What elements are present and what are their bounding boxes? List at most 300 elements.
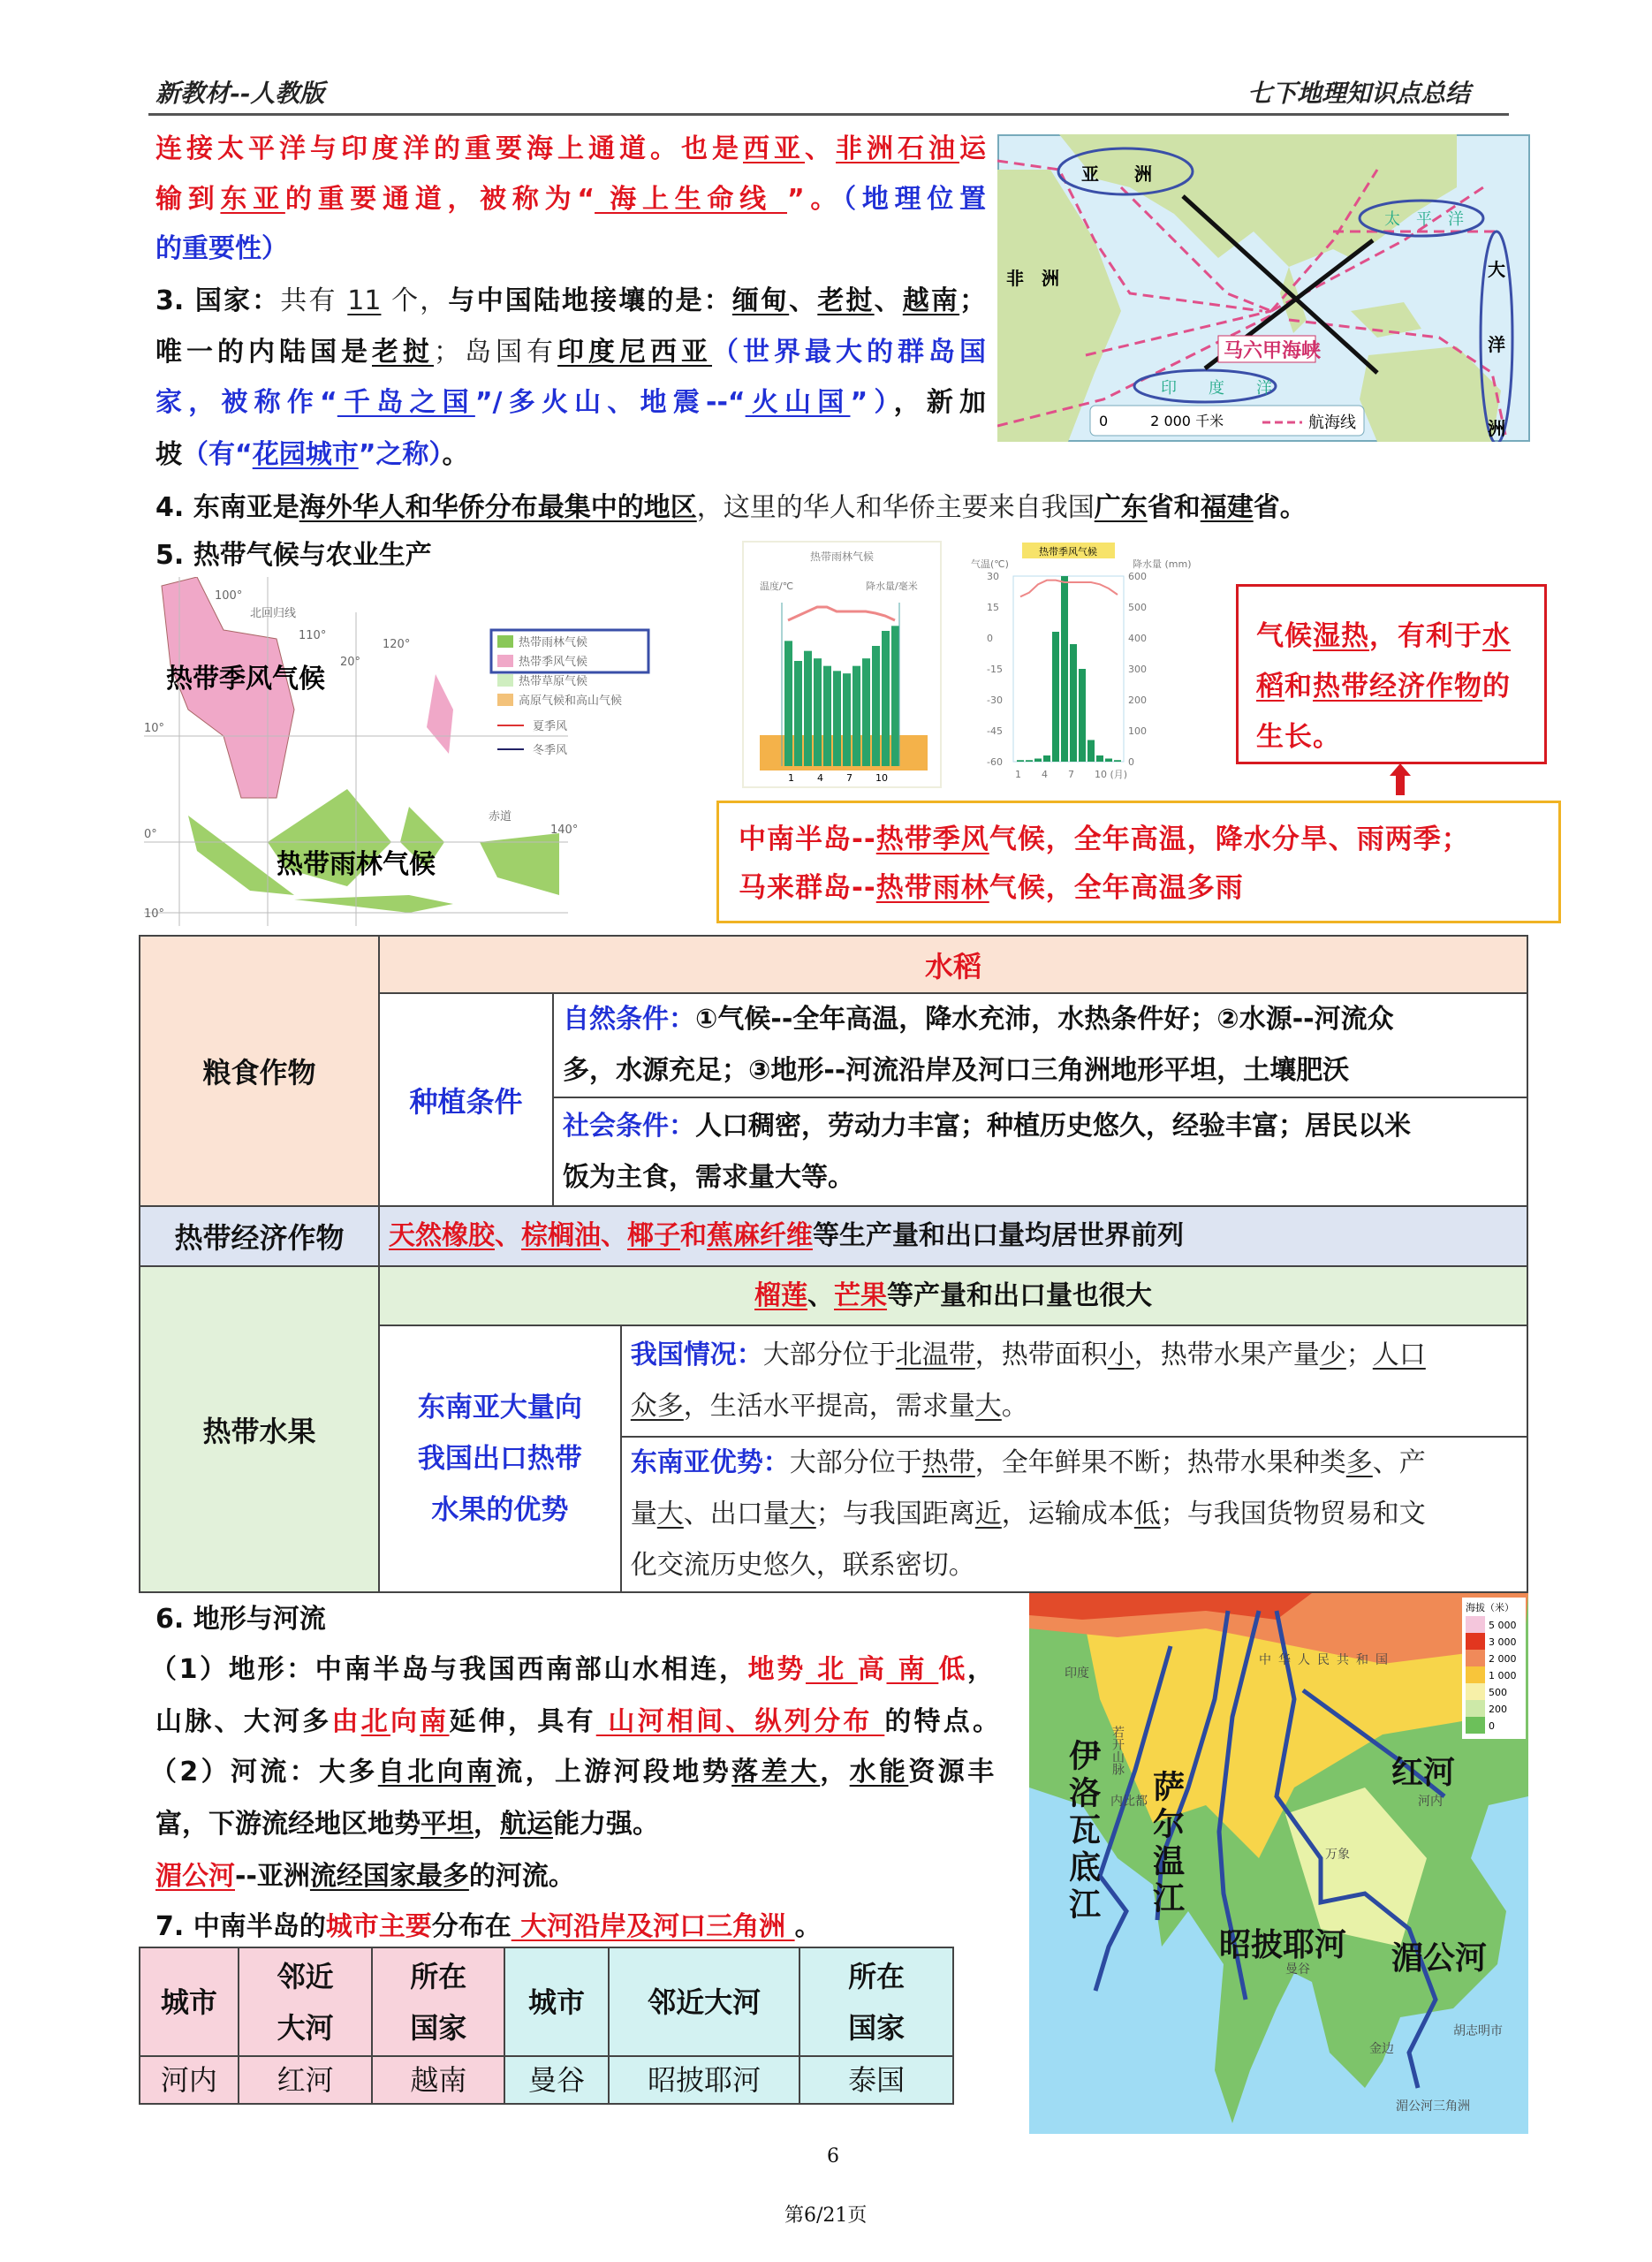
china-line [631,1381,1518,1432]
sea-segment: ，全年鲜果不断；热带水果种类 [974,1447,1346,1478]
chart1-xtick: 4 [817,772,823,784]
red-box-segment: 水 [1482,620,1511,652]
legend-swatch [1466,1666,1485,1683]
intro-line [155,536,432,575]
chart2-ytick-left: 0 [987,633,993,644]
yellow-box-line [739,816,1539,864]
intro-segment: 输到 [155,184,221,215]
section6-segment: 分布在 [431,1911,512,1942]
intro-segment: 唯一的内陆国是 [155,337,372,368]
label-oceania-3: 洲 [1488,418,1505,439]
cash-segment: 蕉麻纤维 [707,1220,813,1251]
label-malacca: 马六甲海峡 [1224,340,1322,362]
advantage-line: 东南亚大量向 [417,1392,582,1423]
natural-conditions [553,993,1527,1097]
section6-line [150,1753,994,1792]
grain-crop-label: 粮食作物 [140,936,379,1206]
section6-segment: 由 [331,1706,361,1737]
yellow-box-segment: 中南半岛-- [739,824,876,855]
intro-line [155,383,986,422]
lat-10s: 10° [144,907,165,921]
river-irrawaddy: 伊洛瓦底江 [1064,1739,1101,1924]
intro-segment: 广东 [1094,492,1148,523]
yellow-box-segment: 气候，全年高温，降水分旱、雨两季； [989,824,1470,855]
intro-line [155,282,986,321]
intro-segment: 。 [442,439,469,470]
intro-line [155,436,468,474]
advantage-line: 水果的优势 [431,1494,569,1526]
china-segment: 少 [1319,1340,1346,1370]
red-box-segment: 生长。 [1256,721,1341,753]
chart2-xtick: 4 [1042,769,1048,780]
chart1-xtick: 1 [788,772,794,784]
intro-segment: （有“ [182,439,253,470]
red-box-segment: 的 [1482,671,1511,702]
place-bangkok: 曼谷 [1285,1962,1310,1977]
arrow-head-icon [1390,763,1411,776]
chart2-ylabel-right: 降水量 (mm) [1133,558,1192,570]
intro-segment: 海上生命线 [595,184,787,215]
legend-swatch [1466,1717,1485,1734]
china-situation [621,1325,1527,1437]
precip-bar [823,666,831,766]
yellow-box-line [739,864,1539,913]
section6-segment: 落差大 [731,1757,821,1788]
cash-segment: 天然橡胶 [389,1220,495,1251]
monsoon-climate-chart [969,541,1212,788]
chart1-xtick: 7 [846,772,853,784]
chart2-ytick-left: -45 [987,725,1003,737]
intro-segment: 与中国陆地接壤的是： [448,285,732,316]
intro-segment: ”/多火山、地震--“ [474,387,746,418]
section6-segment: 能力强。 [553,1809,659,1840]
section6-line [155,1908,822,1947]
fruit-head-segment: 榴莲 [754,1279,807,1311]
precip-bar [1026,760,1033,762]
label-oceania-1: 大 [1488,259,1505,280]
equator-label: 赤道 [489,810,512,824]
social-conditions [553,1097,1527,1206]
sea-segment: 、产 [1372,1447,1426,1478]
sea-line [631,1438,1518,1489]
intro-segment: ”之称） [358,439,443,470]
china-line [631,1330,1518,1381]
legend-value: 3 000 [1489,1636,1517,1648]
chart2-ytick-right: 500 [1128,602,1147,613]
legend-value: 2 000 [1489,1653,1517,1665]
intro-segment: 西亚 [743,133,805,164]
china-segment: ； [1345,1340,1373,1370]
place-vientiane: 万象 [1325,1848,1350,1862]
chart1-ylabel-right: 降水量/毫米 [866,581,918,592]
intro-segment: （地理位置 [843,184,987,215]
natural-line [563,994,1518,1045]
section6-segment: 资源丰 [908,1757,995,1788]
legend-monsoon: 热带季风气候 [519,656,588,669]
legend-highland: 高原气候和高山气候 [519,695,623,708]
city-table-header-text: 所在国家 [410,1959,467,2045]
intro-segment: 火山国 [745,387,851,418]
city-table-header: 城市 [140,1947,239,2056]
malacca-strait-map [997,134,1530,442]
city-table-header [372,1947,504,2056]
social-segment: 人口稠密，劳动力丰富；种植历史悠久，经验丰富；居民以米 [695,1110,1411,1142]
intro-segment: 共有 [280,285,348,316]
southeast-asia-climate-map [144,577,652,926]
cash-segment: 、 [495,1220,521,1251]
river-chao-phraya: 昭披耶河 [1219,1927,1347,1963]
intro-segment: 千岛之国 [337,387,475,418]
city-table-cell: 泰国 [799,2056,953,2104]
chart2-ytick-right: 200 [1128,695,1147,706]
climate-summary-box [716,801,1561,923]
intro-segment: 4. 东南亚是 [155,492,299,523]
section6-segment: 7. 中南半岛的 [155,1911,326,1942]
legend-value: 500 [1489,1687,1507,1698]
red-box-line [1256,662,1527,712]
city-table-header [239,1947,373,2056]
rainforest-climate-chart [742,541,942,788]
intro-segment: ； [959,285,987,316]
legend-swatch [1466,1683,1485,1700]
natural-segment: 自然条件： [563,1004,695,1035]
sea-segment: 多 [1345,1447,1373,1478]
river-mekong: 湄公河 [1391,1940,1488,1977]
page-indicator: 第6/21页 [784,2205,868,2227]
section6-segment: 低 [938,1654,967,1685]
river-salween: 萨尔温江 [1148,1770,1185,1918]
yellow-box-segment: 热带季风 [875,824,989,855]
section6-segment: 水能 [849,1757,909,1788]
section6-segment: （1）地形：中南半岛与我国西南部山水相连， [150,1654,748,1685]
red-box-segment: 和 [1284,671,1313,702]
intro-segment: 老挝 [372,337,434,368]
label-pacific: 太 平 洋 [1384,210,1464,229]
precip-bar [872,646,880,766]
place-hcmc: 胡志明市 [1453,2024,1503,2038]
city-table-cell: 曼谷 [504,2056,609,2104]
section6-segment: 平坦 [421,1809,474,1840]
export-advantage-label [379,1325,621,1592]
precip-bar [1034,759,1042,763]
precip-bar [882,631,890,766]
natural-line [563,1045,1518,1097]
legend-value: 200 [1489,1704,1507,1715]
section6-segment: 大河沿岸及河口三角洲 [511,1911,795,1942]
chart2-ytick-right: 100 [1128,725,1147,737]
city-table-header-text: 所在国家 [848,1959,906,2045]
china-segment: 人口 [1372,1340,1426,1370]
place-mekong-delta: 湄公河三角洲 [1396,2099,1470,2114]
intro-segment: 个， [381,285,449,316]
cash-segment: 等生产量和出口量均居世界前列 [813,1220,1184,1251]
sea-segment: 化交流历史悠久，联系密切。 [630,1550,975,1581]
china-segment: 大部分位于 [762,1340,896,1370]
chart2-xtick: 10 (月) [1095,769,1128,780]
legend-rainforest: 热带雨林气候 [519,636,588,649]
section6-segment: 山河相间、纵列分布 [595,1706,885,1737]
intro-segment: 老挝 [817,285,875,316]
red-box-segment: 稻 [1256,671,1284,702]
chart1-xtick: 10 [875,772,888,784]
sea-line [631,1540,1518,1591]
legend-title: 海拔（米） [1466,1602,1514,1613]
header-left: 新教材--人教版 [155,79,325,108]
intro-segment: 非洲石油 [836,133,959,164]
precip-bar [1114,760,1121,762]
legend-swatch [1466,1650,1485,1666]
cash-crop-text [379,1206,1527,1266]
tropic-label: 北回归线 [250,607,297,620]
intro-segment: 缅甸 [731,285,790,316]
chart2-ytick-right: 400 [1128,633,1147,644]
sea-segment: ，运输成本 [1001,1499,1134,1530]
overlay-rainforest: 热带雨林气候 [277,849,436,880]
sea-segment: 大部分位于 [789,1447,922,1478]
red-box-line [1256,712,1527,763]
chart2-ytick-left: -30 [987,695,1003,706]
sea-segment: ；与我国距离 [815,1499,975,1530]
intro-segment: 运 [959,133,986,164]
intro-segment: ，新加 [893,387,987,418]
intro-segment: 坡 [155,439,182,470]
section6-segment: 自北向南 [377,1757,496,1788]
indochina-terrain-map [1029,1593,1528,2134]
sea-segment: 近 [974,1499,1002,1530]
intro-segment: 省和 [1147,492,1201,523]
intro-segment: 福建 [1200,492,1254,523]
china-segment: 小 [1107,1340,1134,1370]
intro-line [155,230,288,269]
china-segment: 。 [1001,1391,1028,1422]
precip-bar [1105,759,1112,763]
cash-line [389,1211,1518,1262]
intro-segment: 东亚 [220,184,285,215]
legend-swatch [1466,1633,1485,1650]
intro-segment: 家，被称作“ [155,387,337,418]
chart2-ytick-left: -15 [987,664,1003,675]
city-table-header [799,1947,953,2056]
sea-segment: 大 [789,1499,816,1530]
legend-savanna: 热带草原气候 [519,675,588,688]
natural-segment: ①气候--全年高温，降水充沛，水热条件好；②水源--河流众 [695,1004,1394,1035]
lon-100: 100° [215,589,243,603]
legend-value: 0 [1489,1720,1495,1732]
social-segment: 饭为主食，需求量大等。 [563,1161,854,1193]
chart2-ytick-right: 0 [1128,756,1134,768]
intro-segment: 、 [805,133,836,164]
city-table-cell: 昭披耶河 [609,2056,799,2104]
precip-bar [833,671,841,766]
intro-segment: 11 [347,285,382,316]
sea-segment: 低 [1133,1499,1161,1530]
legend-swatch [1466,1700,1485,1717]
city-table-cell: 越南 [372,2056,504,2104]
precip-bar [853,666,860,766]
precip-bar [814,658,822,766]
section6-segment: ， [474,1809,500,1840]
legend-winter-wind: 冬季风 [533,744,568,757]
china-segment: 大 [974,1391,1002,1422]
place-arakan: 若开山脉 [1110,1726,1125,1775]
label-indian-ocean: 印 度 洋 [1161,379,1272,398]
chart1-title: 热带雨林气候 [809,550,875,563]
sea-segment: 、出口量 [683,1499,790,1530]
intro-segment: 3. 国家： [155,285,281,316]
chart2-ylabel-left: 气温(℃) [971,558,1009,570]
section6-segment: 。 [794,1911,822,1942]
section6-segment: 流，上游河段地势 [496,1757,732,1788]
yellow-box-segment: 气候，全年高温多雨 [989,872,1244,904]
china-segment: 我国情况： [630,1340,763,1370]
section6-line [150,1651,994,1689]
intro-segment: 的重要通道，被称为“ [284,184,595,215]
cash-segment: 棕榈油 [521,1220,601,1251]
legend-summer-wind: 夏季风 [533,720,568,733]
lon-140: 140° [550,824,579,837]
intro-line [155,180,986,219]
intro-segment: ”） [850,387,894,418]
cash-segment: 、 [601,1220,627,1251]
red-box-line [1256,611,1527,662]
section6-segment: ， [967,1654,994,1685]
china-segment: ，生活水平提高，需求量 [683,1391,975,1422]
place-phnom-penh: 金边 [1369,2042,1394,2056]
yellow-box-segment: 马来群岛-- [739,872,876,904]
legend-value: 5 000 [1489,1620,1517,1631]
section6-segment: 山脉、大河多 [155,1706,332,1737]
red-box-segment: ，有利于 [1369,620,1482,652]
lat-20: 20° [340,656,361,669]
intro-segment: 连接太平洋与印度洋的重要海上通道。也是 [155,133,743,164]
precip-bar [1043,755,1050,762]
precip-bar [1070,644,1077,762]
section6-segment: 向 [390,1706,421,1737]
precip-bar [1079,669,1086,762]
place-hanoi: 河内 [1418,1795,1443,1809]
section6-segment: （2）河流：大多 [150,1757,378,1788]
sea-segment: 东南亚优势： [630,1447,790,1478]
fruit-head-line [389,1271,1518,1322]
precip-bar [843,673,851,766]
sea-segment: 热带 [921,1447,975,1478]
section6-line [155,1857,575,1896]
fruit-header [379,1266,1527,1325]
intro-line [155,333,986,372]
label-africa: 非 洲 [1006,268,1059,289]
river-red: 红河 [1391,1755,1456,1791]
precip-bar [784,641,792,766]
intro-segment: 5. 热带气候与农业生产 [155,540,432,571]
section6-segment: --亚洲 [235,1861,310,1892]
intro-segment: 印度尼西亚 [557,337,712,368]
header-right: 七下地理知识点总结 [1247,79,1471,108]
section6-line [155,1703,999,1742]
city-table-cell: 河内 [140,2056,239,2104]
section6-segment: 地势 [747,1654,806,1685]
fruit-head-segment: 等产量和出口量也很大 [887,1279,1152,1311]
chart2-title: 热带季风气候 [1039,546,1097,558]
fruit-head-segment: 芒果 [834,1279,887,1311]
fruit-head-segment: 、 [807,1279,834,1311]
scale-bar: 0 2 000 千米 [1099,413,1224,429]
section6-segment: 湄公河 [155,1861,235,1892]
city-table-cell: 红河 [239,2056,373,2104]
city-table-header-text: 邻近大河 [277,1959,334,2045]
precip-bar [1096,755,1103,762]
social-segment: 社会条件： [563,1110,695,1142]
sea-segment: ；与我国货物贸易和文 [1160,1499,1426,1530]
section6-segment: 城市主要 [325,1911,432,1942]
red-box-segment: 湿热 [1313,620,1369,652]
page-number: 6 [827,2145,839,2167]
precip-bar [891,626,899,766]
chart2-ytick-right: 600 [1128,571,1147,582]
precip-bar [1061,576,1068,762]
overlay-monsoon: 热带季风气候 [166,664,325,695]
lon-110: 110° [299,629,327,642]
section6-segment: 南 [886,1654,939,1685]
cash-segment: 椰子 [627,1220,680,1251]
section6-line [155,1600,326,1639]
label-asia: 亚 洲 [1081,163,1152,185]
city-table-header: 邻近大河 [609,1947,799,2056]
chart2-ytick-right: 300 [1128,664,1147,675]
city-table [139,1947,954,2105]
chart1-ylabel-left: 温度/℃ [760,581,794,592]
lat-10n: 10° [144,722,165,735]
section6-segment: ， [820,1757,850,1788]
climate-benefit-box [1236,584,1547,764]
section6-segment: 富，下游流经地区地势 [155,1809,421,1840]
crop-table [139,935,1528,1593]
lon-120: 120° [383,638,411,651]
china-segment: ，热带水果产量 [1133,1340,1320,1370]
section6-segment: 6. 地形与河流 [155,1604,326,1635]
sea-segment: 量 [630,1499,657,1530]
legend-value: 1 000 [1489,1670,1517,1681]
intro-segment: 、 [874,285,903,316]
city-table-header: 城市 [504,1947,609,2056]
intro-segment: 省。 [1253,492,1307,523]
intro-segment: 花园城市 [252,439,359,470]
intro-segment: 越南 [902,285,960,316]
red-box-segment: 热带经济作物 [1313,671,1482,702]
advantage-line: 我国出口热带 [417,1443,582,1475]
lat-0: 0° [144,828,157,841]
section6-segment: 北 [805,1654,858,1685]
section6-segment: 北 [360,1706,390,1737]
rice-header: 水稻 [379,936,1527,993]
legend-route: 航海线 [1308,414,1356,432]
chart2-xtick: 7 [1068,769,1074,780]
section6-segment: 的特点。 [884,1706,1000,1737]
section6-segment: 高 [857,1654,887,1685]
sea-segment: 大 [656,1499,684,1530]
intro-segment: 、 [789,285,818,316]
china-segment: 北温带 [895,1340,975,1370]
header-divider [148,113,1509,116]
precip-bar [1087,740,1095,763]
precip-bar [804,651,812,766]
cash-crop-label: 热带经济作物 [140,1206,379,1266]
place-india: 印度 [1065,1666,1089,1681]
intro-segment: （世界最大的群岛国 [712,337,986,368]
social-line [563,1101,1518,1152]
section6-segment: 流经国家最多 [309,1861,469,1892]
intro-segment: ，这里的华人和华侨主要来自我国 [696,492,1095,523]
chart2-ytick-left: -60 [987,756,1003,768]
